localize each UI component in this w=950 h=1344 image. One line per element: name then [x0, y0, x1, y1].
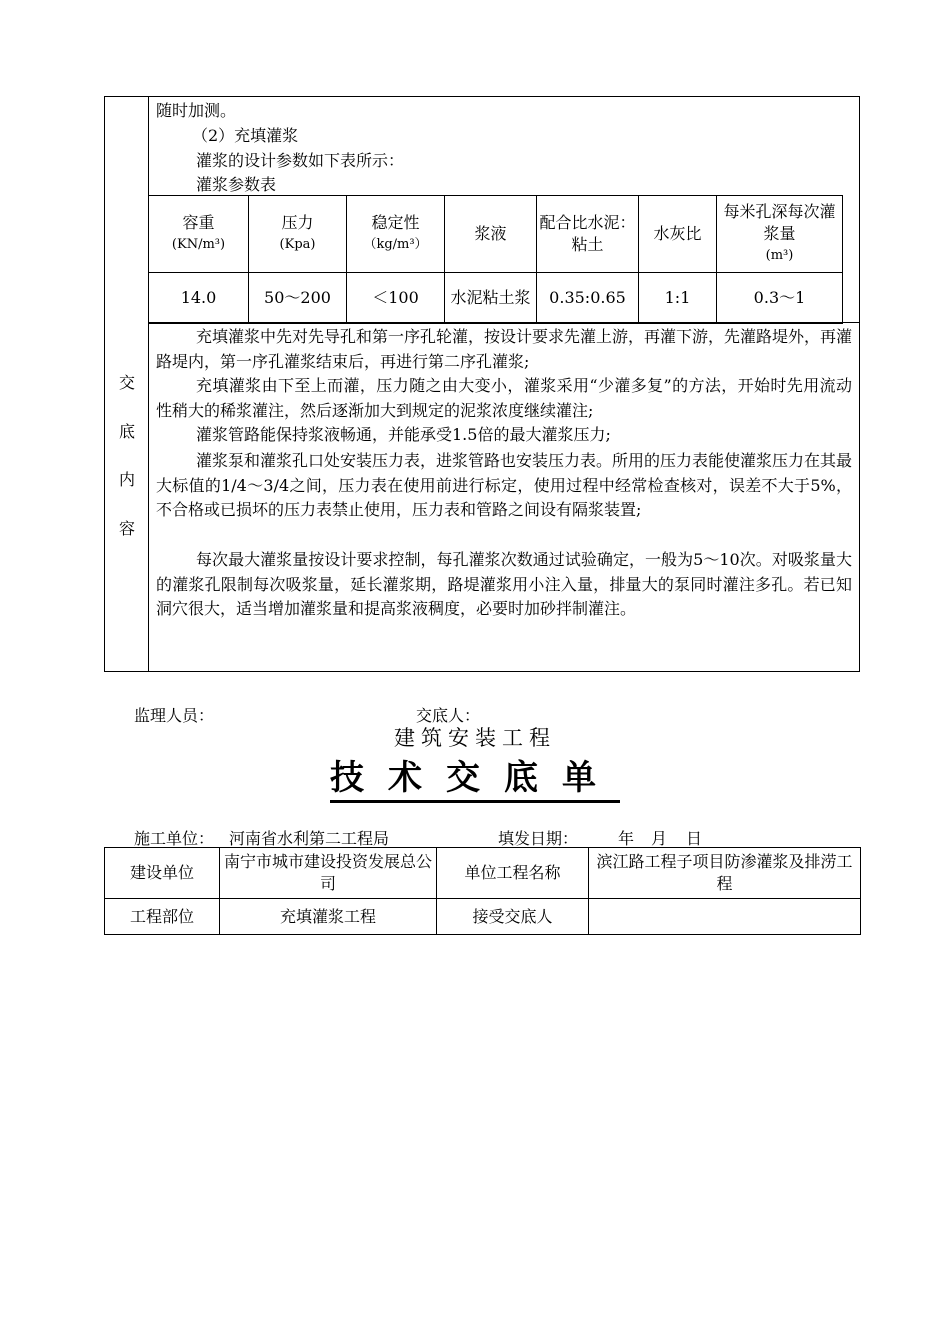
side-label-char: 交 — [118, 373, 135, 392]
receiver-value[interactable] — [589, 899, 861, 935]
construction-unit-label: 施工单位： — [134, 829, 215, 848]
table-cell: 0.35:0.65 — [537, 273, 639, 324]
table-cell: 1:1 — [639, 273, 717, 324]
part-value: 充填灌浆工程 — [220, 899, 437, 935]
table-row — [149, 273, 843, 324]
project-info-table — [104, 847, 861, 935]
text-line: 随时加测。 — [156, 101, 237, 120]
header-cell — [347, 196, 445, 273]
header-cell — [149, 196, 249, 273]
build-unit-value: 南宁市城市建设投资发展总公司 — [220, 848, 437, 899]
grouting-parameter-table — [148, 195, 843, 324]
body-paragraph: 充填灌浆中先对先导孔和第一序孔轮灌，按设计要求先灌上游，再灌下游，先灌路堤外，再灌路堤内，第一序孔灌浆结束后，再进行第二序孔灌浆; — [156, 327, 853, 371]
table-row — [105, 848, 861, 899]
table-bottom-divider — [148, 322, 860, 323]
briefer-label: 交底人： — [416, 706, 481, 725]
header-main: 配合比水泥：粘土 — [539, 213, 636, 254]
header-main: 水灰比 — [653, 224, 702, 243]
body-paragraph: 充填灌浆由下至上而灌，压力随之由大变小，灌浆采用“少灌多复”的方法，开始时先用流动性稍大的稀浆灌注，然后逐渐加大到规定的泥浆浓度继续灌注; — [156, 376, 852, 420]
table-caption: 灌浆参数表 — [196, 175, 277, 194]
month-label: 月 — [651, 829, 668, 848]
side-label-char: 底 — [118, 422, 135, 441]
header-main: 容重 — [182, 213, 215, 232]
document-subtitle: 建筑安装工程 — [394, 726, 556, 750]
document-title — [0, 750, 950, 799]
table-cell: 0.3～1 — [717, 273, 843, 324]
construction-unit-value: 河南省水利第二工程局 — [229, 829, 390, 848]
header-cell — [445, 196, 537, 273]
intro-text: 灌浆的设计参数如下表所示： — [196, 151, 405, 170]
body-paragraph: 每次最大灌浆量按设计要求控制，每孔灌浆次数通过试验确定，一般为5～10次。对吸浆量大的灌浆孔限制每次吸浆量，延长灌浆期，路堤灌浆用小注入量，排量大的泵同时灌注多孔。若已知洞穴很大，适当增加灌浆量和提高浆液稠度，必要时加砂拌制灌注。 — [156, 550, 852, 618]
header-unit: (m³) — [765, 248, 794, 263]
supervisor-label: 监理人员： — [134, 706, 215, 725]
table-cell: 14.0 — [149, 273, 249, 324]
header-cell — [249, 196, 347, 273]
side-label-char: 容 — [118, 519, 135, 538]
unit-project-value: 滨江路工程子项目防渗灌浆及排涝工程 — [589, 848, 861, 899]
year-label: 年 — [618, 829, 635, 848]
unit-project-label: 单位工程名称 — [437, 848, 589, 899]
part-label: 工程部位 — [105, 899, 220, 935]
receiver-label: 接受交底人 — [437, 899, 589, 935]
header-cell — [537, 196, 639, 273]
header-unit: （kg/m³） — [363, 237, 428, 252]
fill-date-label: 填发日期： — [498, 829, 579, 848]
header-main: 每米孔深每次灌浆量 — [723, 202, 836, 243]
header-main: 稳定性 — [371, 213, 420, 232]
build-unit-label: 建设单位 — [105, 848, 220, 899]
table-header-row — [149, 196, 843, 273]
header-main: 浆液 — [474, 224, 507, 243]
document-title-text: 技术交底单 — [330, 758, 620, 803]
day-label: 日 — [686, 829, 703, 848]
side-label-column — [105, 97, 149, 671]
header-main: 压力 — [281, 213, 314, 232]
header-unit: (Kpa) — [279, 237, 316, 252]
header-cell — [639, 196, 717, 273]
table-cell: 水泥粘土浆 — [445, 273, 537, 324]
table-row — [105, 899, 861, 935]
side-label-char: 内 — [118, 470, 135, 489]
table-cell: ＜100 — [347, 273, 445, 324]
section-heading: （2）充填灌浆 — [192, 126, 299, 145]
header-cell — [717, 196, 843, 273]
table-cell: 50～200 — [249, 273, 347, 324]
body-paragraph: 灌浆管路能保持浆液畅通，并能承受1.5倍的最大灌浆压力; — [196, 425, 611, 444]
header-unit: (KN/m³) — [171, 237, 226, 252]
body-paragraph: 灌浆泵和灌浆孔口处安装压力表，进浆管路也安装压力表。所用的压力表能使灌浆压力在其最大标值的1/4～3/4之间，压力表在使用前进行标定，使用过程中经常检查核对，误差不大于5%，不合格或已损坏的压力表禁止使用，压力表和管路之间设有隔浆装置; — [156, 451, 853, 519]
